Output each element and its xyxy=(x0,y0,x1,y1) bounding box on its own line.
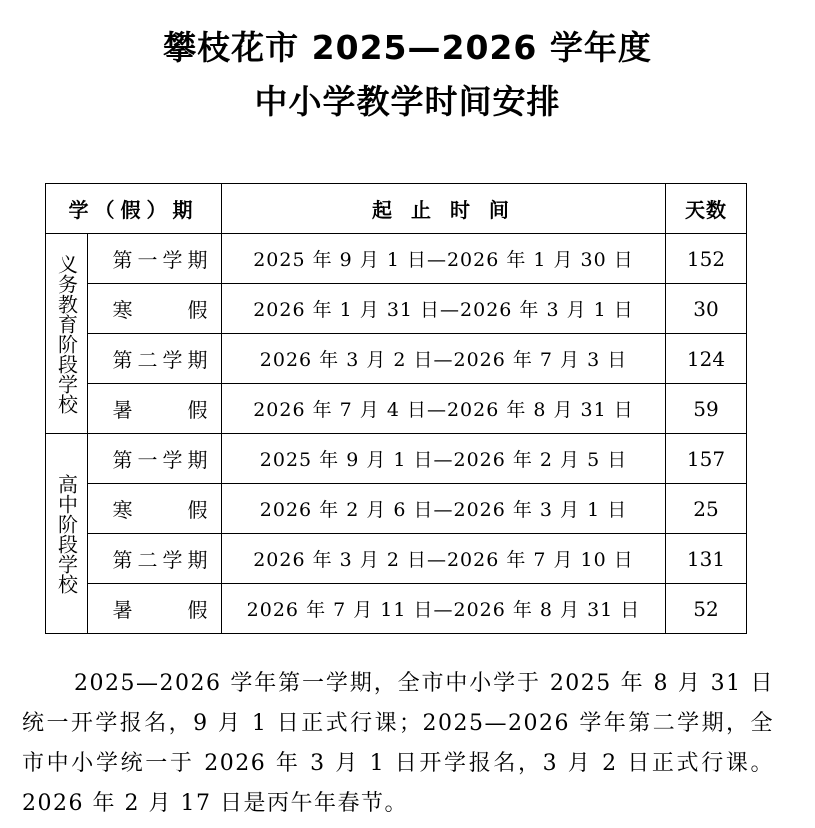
days-cell: 152 xyxy=(666,234,747,284)
period-cell: 暑 假 xyxy=(88,384,222,434)
table-row xyxy=(46,484,747,534)
header-period: 学（假）期 xyxy=(46,184,222,234)
period-cell: 暑 假 xyxy=(88,584,222,634)
period-cell: 寒 假 xyxy=(88,284,222,334)
table-row xyxy=(46,534,747,584)
days-cell: 59 xyxy=(666,384,747,434)
document-title-line-1: 攀枝花市 2025—2026 学年度 xyxy=(163,28,652,67)
schedule-table xyxy=(45,183,747,634)
dates-cell: 2026 年 7 月 4 日—2026 年 8 月 31 日 xyxy=(222,384,666,434)
document-title-line-2: 中小学教学时间安排 xyxy=(254,82,561,121)
dates-cell: 2025 年 9 月 1 日—2026 年 2 月 5 日 xyxy=(222,434,666,484)
period-cell: 第一学期 xyxy=(88,434,222,484)
dates-cell: 2026 年 3 月 2 日—2026 年 7 月 10 日 xyxy=(222,534,666,584)
group-label-compulsory xyxy=(46,234,88,434)
header-dates: 起 止 时 间 xyxy=(222,184,666,234)
days-cell: 52 xyxy=(666,584,747,634)
days-cell: 131 xyxy=(666,534,747,584)
period-cell: 第二学期 xyxy=(88,534,222,584)
days-cell: 124 xyxy=(666,334,747,384)
group-label-high-school xyxy=(46,434,88,634)
days-cell: 30 xyxy=(666,284,747,334)
dates-cell: 2026 年 1 月 31 日—2026 年 3 月 1 日 xyxy=(222,284,666,334)
table-row xyxy=(46,584,747,634)
period-cell: 第二学期 xyxy=(88,334,222,384)
dates-cell: 2026 年 3 月 2 日—2026 年 7 月 3 日 xyxy=(222,334,666,384)
group-label-text: 高中阶段学校 xyxy=(54,473,79,594)
table-row xyxy=(46,234,747,284)
days-cell: 25 xyxy=(666,484,747,534)
group-label-text: 义务教育阶段学校 xyxy=(54,253,79,414)
days-cell: 157 xyxy=(666,434,747,484)
notice-paragraph: 2025—2026 学年第一学期，全市中小学于 2025 年 8 月 31 日统一开学报名，9 月 1 日正式行课；2025—2026 学年第二学期，全市中小学统一于 2026 年 3 月 1 日开学报名，3 月 2 日正式行课。2026 年 2 月 17 日是丙午年春节。 xyxy=(22,671,774,816)
table-header-row xyxy=(46,184,747,234)
dates-cell: 2026 年 7 月 11 日—2026 年 8 月 31 日 xyxy=(222,584,666,634)
table-row xyxy=(46,334,747,384)
period-cell: 寒 假 xyxy=(88,484,222,534)
dates-cell: 2026 年 2 月 6 日—2026 年 3 月 1 日 xyxy=(222,484,666,534)
header-days: 天数 xyxy=(666,184,747,234)
table-row xyxy=(46,434,747,484)
dates-cell: 2025 年 9 月 1 日—2026 年 1 月 30 日 xyxy=(222,234,666,284)
table-row xyxy=(46,284,747,334)
table-row xyxy=(46,384,747,434)
period-cell: 第一学期 xyxy=(88,234,222,284)
